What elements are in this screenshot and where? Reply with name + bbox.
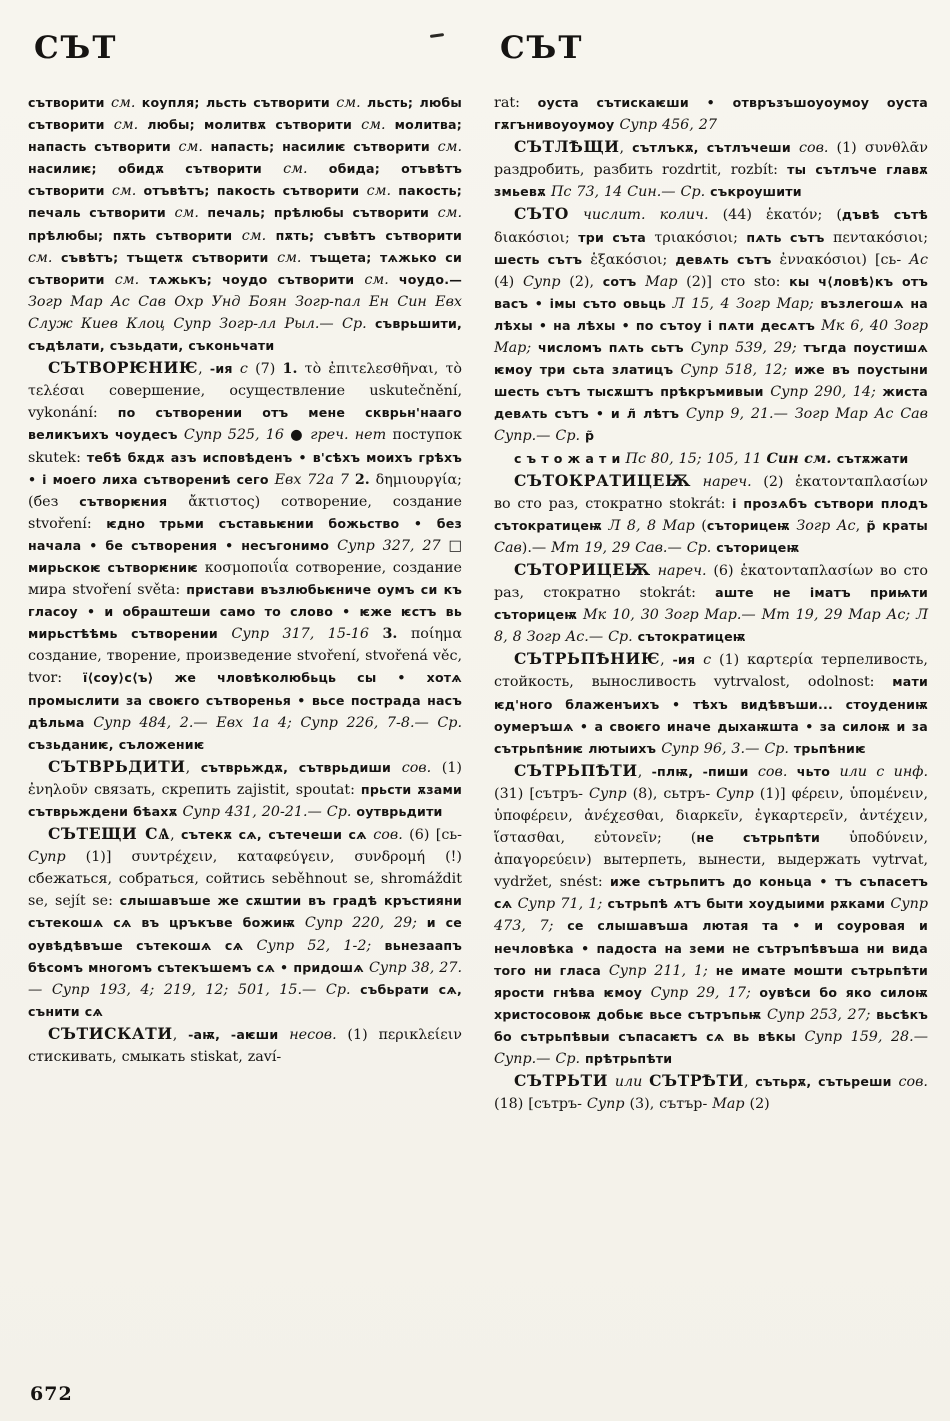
- text-run: ты сътлъче главѫ змьевѫ: [494, 162, 929, 200]
- text-run: слышавъше же сѫштии въ градѣ кръстияни сътекошѧ сѧ въ цръкъве божиѭ: [28, 893, 462, 931]
- text-run: съторицеѭ: [706, 517, 797, 533]
- text-run: съзьданиѥ, съложениѥ: [28, 736, 205, 752]
- text-run: напасть; насилиѥ сътворити: [210, 139, 438, 155]
- text-run: Супр 539, 29;: [690, 340, 797, 357]
- text-run: ѥдно трьми съставьѥнии божьство • без начала • бе сътворения • несъгонимо: [28, 515, 462, 553]
- text-run: Мар: [645, 273, 678, 290]
- text-run: διακόσιοι;: [494, 229, 579, 246]
- text-run: 2.: [354, 471, 370, 488]
- text-run: тѧжькъ; чоудо сътворити: [149, 271, 365, 287]
- text-run: тъщета; тѧжько си сътворити: [28, 249, 462, 287]
- text-run: [787, 764, 796, 780]
- text-run: см.: [111, 95, 142, 111]
- right-column: [494, 26, 928, 1115]
- text-run: (44) ἑκατόν; (: [708, 207, 842, 224]
- text-run: ,: [619, 140, 633, 157]
- text-run: см.: [113, 117, 148, 134]
- text-run: СЪТОКРАТИЦЕѬ: [514, 470, 692, 490]
- text-run: коупля; льсть сътворити: [141, 95, 337, 110]
- text-run: чоудо.—: [398, 271, 462, 287]
- text-run: отъвѣтъ; пакость сътворити: [143, 183, 367, 199]
- text-run: см.: [336, 95, 368, 111]
- text-run: иже въ поустыни шесть сътъ тысѫштъ прѣкръмивыи: [494, 362, 928, 400]
- left-column: [28, 26, 462, 1115]
- text-run: [651, 563, 658, 579]
- text-run: Пс 80, 15; 105, 11: [625, 450, 767, 467]
- text-run: Ас: [909, 251, 928, 268]
- running-head-right: СЪТ: [500, 30, 584, 66]
- entry-sutoritseja: [494, 559, 928, 648]
- entry-sutrupeti: [494, 760, 928, 1070]
- text-run: СЪТРЬПѢНИѤ: [514, 649, 661, 669]
- text-run: Супр 473, 7;: [494, 896, 928, 935]
- text-run: (2) ἑκατονταπλασίων во сто раз, стократно stokrát:: [494, 473, 928, 512]
- text-run: числит. колич.: [583, 207, 709, 224]
- text-run: дъвѣ сътѣ: [841, 207, 928, 223]
- text-run: (6) [сь-: [402, 827, 462, 844]
- text-run: сов.: [898, 1074, 928, 1091]
- text-run: см.: [437, 205, 463, 222]
- text-run: по сътворении отъ мене скврьн'нааго великъихъ чоудесъ: [28, 405, 463, 443]
- text-run: ).—: [521, 539, 552, 556]
- text-run: Супр 96, 3.— Ср.: [661, 740, 794, 757]
- text-run: δημιουργία; (без: [28, 471, 463, 510]
- entry-sutvrduiti: [28, 756, 462, 823]
- text-run: пѧть сътъ: [746, 229, 834, 245]
- text-run: -плѭ, -пиши: [651, 763, 758, 779]
- text-run: сов.: [757, 763, 788, 780]
- text-run: р̃: [584, 428, 595, 444]
- text-run: сов.: [798, 140, 829, 157]
- text-run: κοσμοποιΐα сотворение, создание мира stvoření světa:: [28, 559, 463, 599]
- text-run: Супр: [586, 1096, 625, 1113]
- text-run: несов.: [289, 1026, 337, 1043]
- text-run: и се оувѣдѣвъше сътекошѧ сѧ: [28, 915, 462, 953]
- text-run: см.: [174, 205, 208, 222]
- text-run: СЪТО: [514, 204, 569, 224]
- text-run: Супр 253, 27;: [766, 1006, 871, 1023]
- text-run: см.: [277, 249, 311, 266]
- text-run: пристави възлюбьѥниче оумъ си къ гласоу • и обраштеши само то слово • ѥже ѥстъ вь мирьстѣѣмь сътворении: [28, 582, 462, 642]
- text-run: см.: [178, 139, 211, 156]
- text-run: ,: [660, 652, 673, 669]
- text-run: см.: [28, 249, 61, 266]
- text-run: пакость; печаль сътворити: [28, 183, 462, 221]
- text-run: ,: [170, 827, 181, 844]
- text-run: (2): [744, 1096, 770, 1113]
- text-run: см.: [366, 183, 399, 200]
- text-run: -ия: [209, 361, 240, 377]
- entry-sutvorjenije: [28, 357, 462, 756]
- text-run: оуста сътискаѥши • отвръзъшоуоумоу оуста гѫгънивоуоумоу: [494, 95, 928, 133]
- text-run: Супр 159, 28.— Супр.— Ср.: [494, 1028, 928, 1068]
- text-run: сотъ: [602, 273, 646, 289]
- text-run: СЪТВОРѤНИѤ: [48, 358, 199, 378]
- text-run: Супр 29, 17;: [650, 984, 751, 1001]
- text-run: (1) περικλείειν стискивать, смыкать stiskat, zaví-: [28, 1026, 462, 1066]
- text-run: ,: [198, 361, 210, 378]
- text-run: обида; отъвѣтъ сътворити: [28, 161, 462, 199]
- text-run: прѣтрьпѣти: [584, 1051, 673, 1067]
- text-run: кы ч⟨ловѣ⟩къ отъ васъ • імы съто овьць: [494, 273, 929, 311]
- text-run: жиста девѧть сътъ • и л̃ лѣтъ: [494, 384, 929, 422]
- text-run: СЪТРЬТИ: [514, 1071, 609, 1091]
- entry-suto: [494, 203, 928, 447]
- text-run: нареч.: [657, 562, 707, 579]
- crossref-sutozhati: [494, 448, 928, 470]
- text-run: чьто: [796, 763, 840, 779]
- text-run: Супр 525, 16: [183, 427, 284, 444]
- text-run: сътрьпѣ ѧтъ быти хоудыими рѫками: [602, 896, 891, 912]
- text-run: шесть сътъ: [494, 251, 591, 267]
- text-run: Супр 290, 14;: [770, 384, 876, 401]
- text-run: аште не іматъ приѩти съторицеѭ: [494, 585, 928, 623]
- text-run: Мк 6, 40 Зогр Мар;: [494, 317, 928, 357]
- entry-sutrupenije: [494, 648, 928, 759]
- text-run: Супр: [28, 849, 66, 866]
- text-run: Супр 220, 29;: [304, 915, 417, 932]
- text-run: Супр 71, 1;: [517, 896, 603, 913]
- text-run: Л 8, 8 Мар: [608, 517, 695, 534]
- text-run: прьсти ѫзами сътврьждени бѣахѫ: [28, 781, 462, 819]
- text-run: съвѣтъ; тъщетѫ сътворити: [60, 249, 278, 265]
- text-run: Сав: [494, 539, 522, 556]
- text-run: Супр 518, 12;: [680, 362, 788, 379]
- text-run: Зогр Мар Ас Сав Охр Унд Боян Зогр-пал Ен Син Евх Служ Киев Клоц Супр Зогр-лл Рыл.— Ср.: [28, 293, 462, 332]
- text-run: СЪТИСКАТИ: [48, 1023, 173, 1043]
- page-number: 672: [30, 1383, 73, 1405]
- text-run: три съта: [578, 229, 655, 245]
- text-run: [569, 207, 583, 223]
- text-run: [608, 1074, 615, 1090]
- text-run: СЪТВРЬДИТИ: [48, 756, 186, 776]
- continuation-sutiskati: [494, 92, 928, 136]
- text-run: Пс 73, 14 Син.— Ср.: [550, 184, 711, 201]
- text-run: (1) καρτερία терпеливость, стойкость, выносливость vytrvalost, odolnost:: [494, 652, 928, 691]
- text-run: сътѫжати: [836, 450, 909, 466]
- text-run: ї⟨соу⟩с⟨ъ⟩ же чловѣколюбьць сы • хотѧ промыслити за своѥго сътворенья • вьсе пострада насъ дѣльма: [28, 670, 462, 730]
- text-run: СЪТЛѢЩИ: [514, 137, 620, 157]
- text-run: р̃ краты: [866, 517, 928, 533]
- text-run: оутврьдити: [356, 804, 443, 819]
- text-run: мирьскоѥ сътворѥниѥ: [28, 559, 205, 575]
- text-run: Супр 317, 15-16: [231, 626, 383, 643]
- text-run: (8), сьтръ-: [626, 785, 717, 802]
- text-run: Супр 38, 27.— Супр 193, 4; 219, 12; 501, 15.— Ср.: [28, 959, 462, 998]
- text-run: ἐννακόσιοι) [сь-: [779, 251, 910, 268]
- text-run: сътворѥния: [79, 493, 189, 509]
- continuation-sutvoriti-crossrefs: [28, 92, 462, 357]
- text-run: ,: [185, 759, 201, 776]
- text-run: сов.: [401, 759, 432, 776]
- entry-sutruti: [494, 1070, 928, 1115]
- text-run: льсть; любы сътворити: [28, 95, 462, 133]
- text-run: се слышавъша лютая та • и соуровая и нечловѣка • падоста на земи не сътръпѣвъша ни вида того ни гласа: [494, 918, 928, 978]
- text-run: ὑποδύνειν, ἀπαγορεύειν) вытерпеть, вынести, выдержать vytrvat, vydržet, snést:: [494, 830, 928, 891]
- text-run: събьрати сѧ, сънити сѧ: [28, 981, 462, 1019]
- text-run: възлегошѧ на лѣхы • на лѣхы • по сътоу і пѧти десѧтъ: [494, 295, 928, 333]
- text-run: Супр: [589, 785, 627, 802]
- text-run: поступок skutek:: [28, 427, 462, 466]
- text-run: иже сътрьпитъ до коньца • тъ съпасетъ сѧ: [494, 874, 928, 912]
- text-run: Л 15, 4 Зогр Мар;: [672, 295, 814, 312]
- text-run: τὸ ἐπιτελεσθῆναι, τὸ τελέσαι совершение, осуществление uskutečnění, vykonání:: [28, 361, 462, 422]
- text-run: τριακόσιοι;: [654, 229, 747, 246]
- text-run: πεντακόσιοι;: [833, 229, 929, 246]
- text-run: (4): [494, 273, 523, 290]
- text-run: сътврьждѫ, сътврьдиши: [200, 759, 402, 775]
- text-run: Евх 72а 7: [274, 471, 355, 488]
- text-run: Супр 456, 27: [619, 117, 717, 134]
- text-run: Син см.: [766, 450, 837, 467]
- text-run: сътлъкѫ, сътлъчеши: [632, 140, 799, 156]
- text-run: с: [703, 652, 712, 669]
- text-run: пѫть; съвѣтъ сътворити: [275, 227, 462, 243]
- text-run: Мар: [712, 1096, 745, 1113]
- text-run: съторицеѭ: [716, 539, 800, 555]
- text-run: Супр: [716, 785, 754, 802]
- text-run: (1) ἐνηλοῦν связать, скрепить zajistit, spoutat:: [28, 759, 462, 798]
- text-run: сътекѫ сѧ, сътечеши сѧ: [181, 827, 374, 843]
- text-run: печаль; прѣлюбы сътворити: [207, 205, 438, 221]
- text-run: Супр 484, 2.— Евх 1а 4; Супр 226, 7-8.— Ср.: [93, 714, 462, 731]
- text-run: Супр 52, 1-2;: [256, 937, 372, 954]
- right-column-body: [494, 92, 928, 1115]
- text-run: трьпѣниѥ: [793, 740, 866, 756]
- text-run: см.: [361, 117, 395, 134]
- text-run: (6) ἑκατονταπλασίων во сто раз, стократно stokrát:: [494, 562, 928, 602]
- text-run: любы; молитвѫ сътворити: [147, 117, 362, 133]
- text-run: СЪТРѢТИ: [649, 1071, 745, 1091]
- text-run: сътьрѫ, сътьреши: [755, 1074, 899, 1090]
- text-run: (18) [сътръ-: [494, 1096, 587, 1113]
- text-run: (2),: [560, 273, 603, 290]
- text-run: Супр 327, 27: [337, 537, 441, 554]
- text-run: с: [239, 361, 248, 378]
- text-run: ἄκτιστος) сотворение, создание stvoření:: [28, 493, 462, 532]
- text-run: Зогр Ас: [796, 517, 856, 534]
- text-run: вьсѣкъ бо сътрьпѣвыи съпасаѥтъ сѧ вь вѣкы: [494, 1006, 928, 1044]
- text-run: девѧть сътъ: [675, 251, 780, 267]
- text-run: съкроушити: [710, 184, 802, 200]
- text-run: -ия: [672, 652, 704, 668]
- text-run: нареч.: [702, 473, 752, 490]
- text-run: насилиѥ; обидѫ сътворити: [28, 161, 284, 177]
- text-run: □: [440, 537, 462, 554]
- text-run: сов.: [373, 827, 403, 844]
- text-run: см.: [241, 227, 276, 244]
- text-run: числомъ пѧть сьтъ: [531, 340, 691, 356]
- text-run: Супр 211, 1;: [608, 962, 708, 979]
- text-run: rat:: [494, 95, 538, 111]
- entry-sutleshti: [494, 136, 928, 203]
- text-run: 1.: [282, 361, 298, 378]
- text-run: (1)] φέρειν, ὑπομένειν, ὑποφέρειν, ἀνέχεσθαι, διαρκεῖν, ἐγκαρτερεῖν, ἀντέχειν, ἵστασθαι, εὐτονεῖν; (: [494, 785, 928, 847]
- text-run: і прозѧбъ сътвори плодъ сътократицеѭ: [494, 495, 929, 533]
- text-run: не имате мошти сътрьпѣти ярости гнѣва ѥмоу: [494, 962, 928, 1000]
- running-head-left: СЪТ: [34, 30, 118, 66]
- text-run: сътворити: [28, 95, 111, 110]
- text-run: 3.: [382, 626, 398, 643]
- text-run: см.: [437, 139, 463, 156]
- text-run: Супр: [522, 273, 561, 290]
- text-run: Мт 19, 29 Сав.— Ср.: [551, 539, 717, 556]
- text-run: прѣлюбы; пѫть сътворити: [28, 227, 242, 243]
- text-run: Супр 9, 21.— Зогр Мар Ас Сав Супр.— Ср.: [494, 406, 928, 445]
- text-run: ,: [744, 1074, 756, 1091]
- text-run: оувѣси бо яко силоѭ христосовоѭ добьѥ вьсе сътръпьѭ: [494, 984, 929, 1022]
- text-run: (31) [сътръ-: [494, 785, 590, 802]
- text-run: ,: [172, 1026, 189, 1043]
- text-run: ,: [855, 517, 867, 534]
- text-run: греч. нет: [310, 427, 387, 444]
- text-run: ,: [637, 763, 652, 780]
- text-run: ἑξακόσιοι;: [590, 251, 676, 268]
- text-run: или с инф.: [839, 763, 928, 780]
- text-run: (3), сътър-: [624, 1096, 713, 1113]
- text-run: ποίημα создание, творение, произведение stvoření, stvořená věc, tvor:: [28, 626, 462, 687]
- entry-sutokratitseja: [494, 470, 928, 559]
- text-run: (1) συνθλᾶν раздробить, разбить rozdrtit, rozbít:: [494, 140, 928, 179]
- text-run: см.: [283, 161, 329, 178]
- text-run: СЪТОРИЦЕѬ: [514, 559, 651, 579]
- text-run: СЪТЕЩИ СѦ: [48, 824, 171, 844]
- text-run: тъгда поустишѧ ѥмоу три сьта златицъ: [494, 340, 929, 378]
- text-run: вьнезаапъ бѣсомъ многомъ сътекъшемъ сѧ • придошѧ: [28, 937, 462, 975]
- text-run: не сътрьпѣти: [696, 830, 850, 846]
- text-run: см.: [111, 183, 144, 200]
- text-run: (1)] συντρέχειν, καταφεύγειν, συνδρομή (!) сбежаться, собраться, сойтись seběhnout se, shromáždit se, sejít se:: [28, 849, 462, 910]
- text-run: съврьшити, съдѣлати, съзьдати, съконьчати: [28, 315, 462, 354]
- text-run: с ъ т о ж а т и: [514, 450, 626, 466]
- text-run: см.: [114, 271, 150, 288]
- left-column-body: [28, 92, 462, 1068]
- entry-sutiskati: [28, 1023, 462, 1068]
- text-run: -аѭ, -аѥши: [188, 1026, 290, 1042]
- text-run: (2)] сто sto:: [677, 273, 790, 290]
- text-run: СЪТРЬПѢТИ: [514, 760, 638, 780]
- text-run: (7): [247, 361, 283, 378]
- text-run: молитва; напасть сътворити: [28, 117, 462, 155]
- text-run: мати ѥд'ного блаженъихъ • тѣхъ видѣвъши... стоудениѭ оумеръшѧ • а своѥго иначе дыхаѭшта • за силоѭ и за сътрьпѣниѥ лютыихъ: [494, 674, 928, 756]
- text-run: или: [614, 1074, 643, 1091]
- text-run: Мк 10, 30 Зогр Мар.— Мт 19, 29 Мар Ас; Л 8, 8 Зогр Ас.— Ср.: [494, 607, 928, 646]
- entry-suteshti-se: [28, 823, 462, 1023]
- text-run: Супр 431, 20-21.— Ср.: [182, 804, 357, 820]
- text-run: сътократицеѭ: [637, 629, 746, 645]
- text-run: ●: [284, 427, 311, 444]
- text-run: [691, 474, 703, 490]
- text-run: тебѣ бѫдѫ азъ исповѣденъ • в'сѣхъ моихъ грѣхъ • і моего лиха сътворениѣ сего: [28, 449, 462, 487]
- text-run: см.: [364, 271, 399, 288]
- text-run: (: [694, 517, 707, 534]
